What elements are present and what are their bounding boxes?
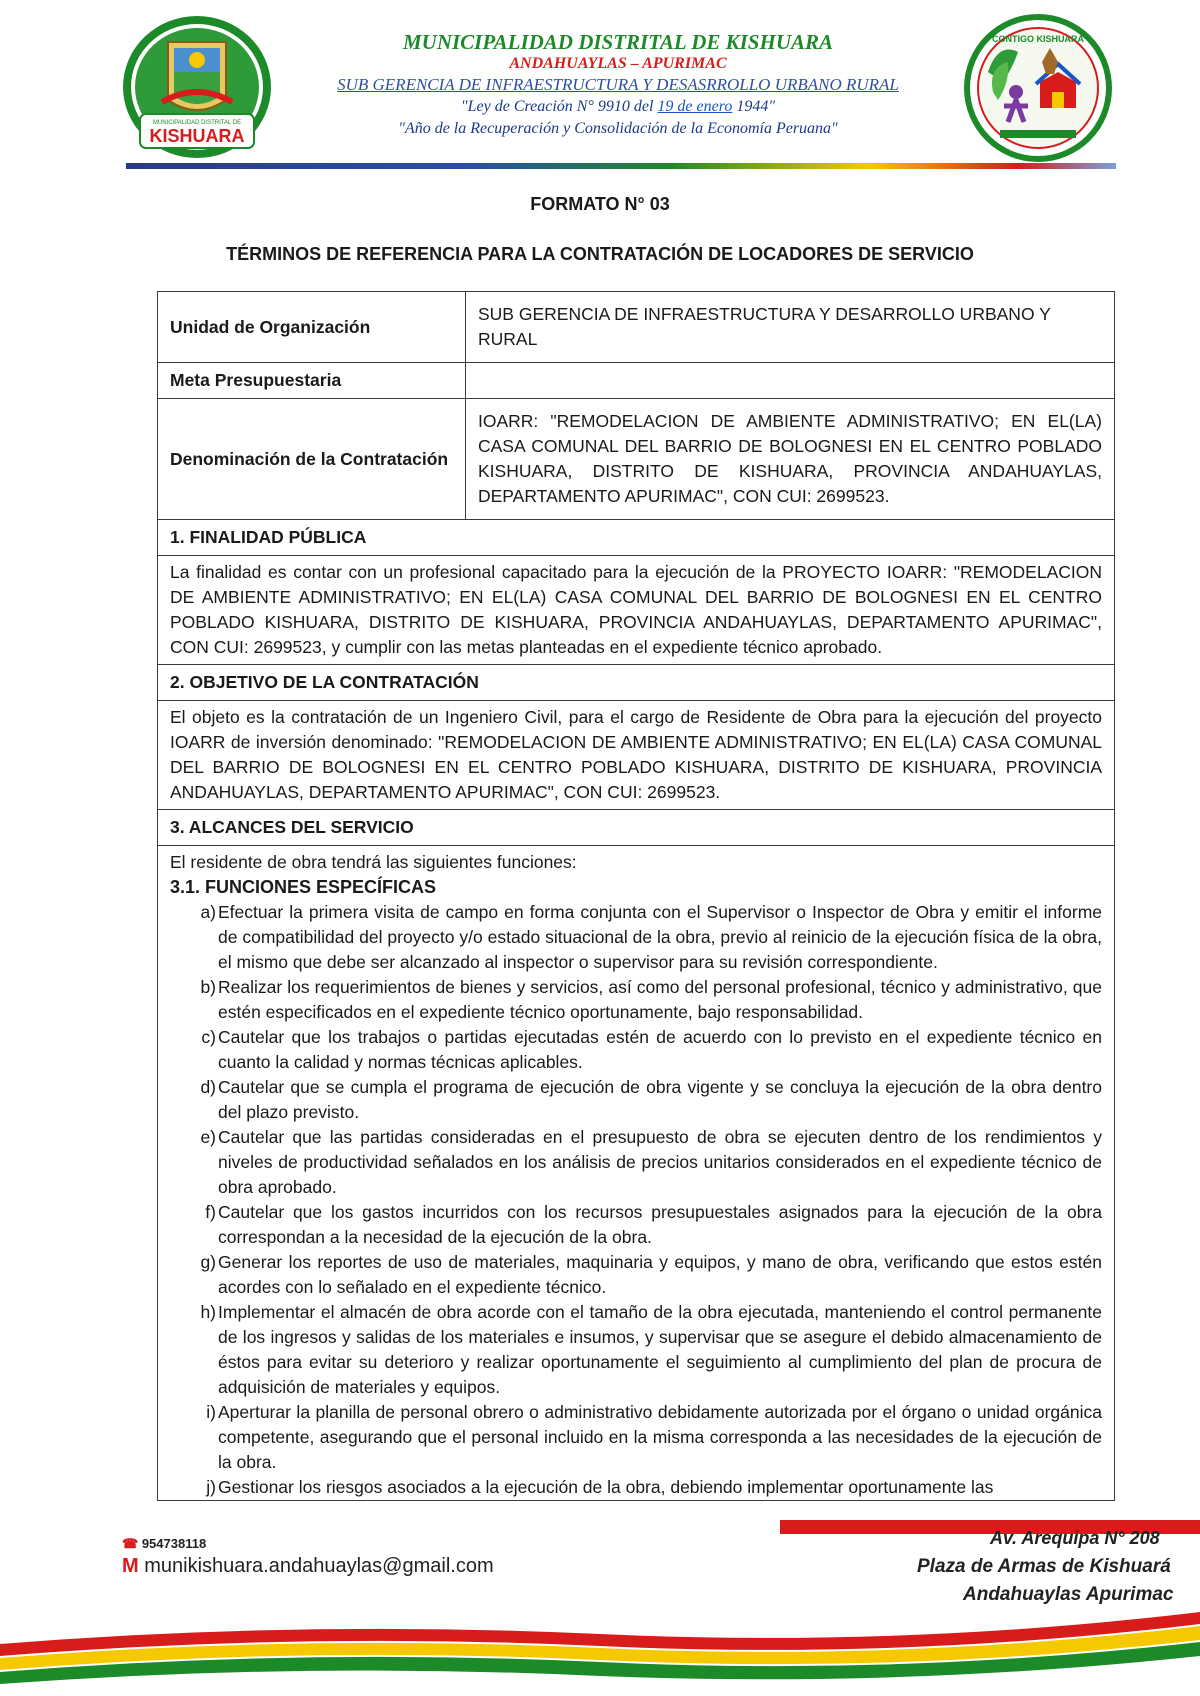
table-row [158, 701, 1115, 810]
function-item-text: Efectuar la primera visita de campo en forma conjunta con el Supervisor o Inspector de Obra y emitir el informe de compatibilidad del proyecto y/o estado situacional de la obra, previo al reinicio de la ejecución física de la obra, el mismo que debe ser alcanzado al inspector o supervisor para su revisión correspondiente. [218, 902, 1102, 972]
unidad-label: Unidad de Organización [158, 292, 466, 363]
section-1-text: La finalidad es contar con un profesional capacitado para la ejecución de la PROYECTO IOARR: "REMODELACION DE AMBIENTE ADMINISTRATIVO; EN EL(LA) CASA COMUNAL DEL BARRIO DE BOLOGNESI EN EL CENTRO POBLADO KISHUARA, DISTRITO DE KISHUARA, PROVINCIA ANDAHUAYLAS, DEPARTAMENTO APURIMAC", CON CUI: 2699523, y cumplir con las metas planteadas en el expediente técnico aprobado. [158, 556, 1115, 665]
function-item-text: Cautelar que los trabajos o partidas ejecutadas estén de acuerdo con lo previsto en el expediente técnico en cuanto la calidad y normas técnicas aplicables. [218, 1027, 1102, 1072]
section-2-title: 2. OBJETIVO DE LA CONTRATACIÓN [158, 665, 1115, 701]
footer-address-street: Av. Arequipa N° 208 [990, 1528, 1160, 1548]
svg-text:MUNICIPALIDAD DISTRITAL DE: MUNICIPALIDAD DISTRITAL DE [152, 120, 242, 126]
table-row [158, 665, 1115, 701]
function-item [200, 975, 1102, 1025]
function-item [200, 1125, 1102, 1200]
function-item [200, 1300, 1102, 1400]
function-item-marker: a) [200, 902, 216, 922]
function-item-text: Aperturar la planilla de personal obrero o administrativo debidamente autorizada por el órgano o unidad orgánica competente, asegurando que el personal incluido en la misma corresponda a las necesidades de la ejecución de la obra. [218, 1402, 1102, 1472]
contigo-kishuara-logo [958, 12, 1118, 164]
function-item-marker: i) [206, 1402, 216, 1422]
function-item [206, 1475, 1102, 1500]
function-item-marker: b) [200, 977, 216, 997]
function-item-text: Generar los reportes de uso de materiales, maquinaria y equipos, y mano de obra, verificando que estos estén acordes con lo señalado en el expediente técnico. [218, 1252, 1102, 1297]
function-item-text: Cautelar que los gastos incurridos con los recursos presupuestales asignados para la ejecución de la obra correspondan a la necesidad de la ejecución de la obra. [218, 1202, 1102, 1247]
table-row [158, 520, 1115, 556]
table-row [158, 556, 1115, 665]
function-item [206, 1400, 1102, 1475]
footer-address-city: Andahuaylas Apurimac [963, 1584, 1174, 1605]
function-item-marker: g) [200, 1252, 216, 1272]
section-3-1-title: 3.1. FUNCIONES ESPECÍFICAS [170, 877, 437, 897]
functions-list [170, 900, 1102, 1500]
terms-of-reference-table [157, 291, 1115, 1501]
function-item-text: Cautelar que se cumpla el programa de ejecución de obra vigente y se concluya la ejecución de la obra dentro del plazo previsto. [218, 1077, 1102, 1122]
table-row [158, 363, 1115, 399]
footer-address-plaza: Plaza de Armas de Kishuará [917, 1556, 1171, 1577]
municipality-crest-logo [118, 12, 276, 162]
function-item-text: Implementar el almacén de obra acorde con el tamaño de la obra ejecutada, manteniendo el control permanente de los ingresos y salidas de los materiales e insumos, y supervisar que se asegure el debido almacenamiento de éstos para evitar su deterioro y realizar oportunamente el seguimiento al cumplimiento del plan de procura de adquisición de materiales y equipos. [218, 1302, 1102, 1397]
svg-text:CONTIGO KISHUARA: CONTIGO KISHUARA [992, 34, 1084, 44]
function-item [201, 1025, 1102, 1075]
function-item-marker: e) [200, 1127, 216, 1147]
table-row [158, 399, 1115, 520]
section-3-body [158, 846, 1115, 1501]
denominacion-label: Denominación de la Contratación [158, 399, 466, 520]
section-1-title: 1. FINALIDAD PÚBLICA [158, 520, 1115, 556]
function-item-text: Cautelar que las partidas consideradas en el presupuesto de obra se ejecuten dentro de los rendimientos y niveles de productividad señalados en los análisis de precios unitarios considerados en el expediente técnico de obra aprobado. [218, 1127, 1102, 1197]
creation-law: "Ley de Creación N° 9910 del 19 de enero 1944" [460, 98, 776, 115]
function-item-text: Realizar los requerimientos de bienes y servicios, así como del personal profesional, técnico y administrativo, que estén especificados en el expediente técnico oportunamente, bajo responsabilidad. [218, 977, 1102, 1022]
institution-location: ANDAHUAYLAS – APURIMAC [509, 55, 727, 72]
format-label: FORMATO N° 03 [530, 194, 670, 214]
header-divider [126, 163, 1116, 169]
function-item [200, 1250, 1102, 1300]
document-title: TÉRMINOS DE REFERENCIA PARA LA CONTRATACIÓN DE LOCADORES DE SERVICIO [226, 244, 974, 264]
year-motto: "Año de la Recuperación y Consolidación de la Economía Peruana" [398, 120, 838, 137]
function-item [205, 1200, 1102, 1250]
phone-icon: ☎ [122, 1536, 139, 1551]
letterhead [280, 30, 956, 140]
table-row [158, 846, 1115, 1501]
mail-icon: M [122, 1555, 139, 1577]
function-item [200, 1075, 1102, 1125]
section-3-intro: El residente de obra tendrá las siguientes funciones: [170, 852, 577, 872]
unidad-value: SUB GERENCIA DE INFRAESTRUCTURA Y DESARROLLO URBANO Y RURAL [466, 292, 1115, 363]
function-item [200, 900, 1102, 975]
section-2-text: El objeto es la contratación de un Ingeniero Civil, para el cargo de Residente de Obra para la ejecución del proyecto IOARR de inversión denominado: "REMODELACION DE AMBIENTE ADMINISTRATIVO; EN EL(LA) CASA COMUNAL DEL BARRIO DE BOLOGNESI EN EL CENTRO POBLADO KISHUARA, DISTRITO DE KISHUARA, PROVINCIA ANDAHUAYLAS, DEPARTAMENTO APURIMAC", CON CUI: 2699523. [158, 701, 1115, 810]
meta-value [466, 363, 1115, 399]
table-row [158, 292, 1115, 363]
table-row [158, 810, 1115, 846]
meta-label: Meta Presupuestaria [158, 363, 466, 399]
denominacion-value: IOARR: "REMODELACION DE AMBIENTE ADMINISTRATIVO; EN EL(LA) CASA COMUNAL DEL BARRIO DE BOLOGNESI EN EL CENTRO POBLADO KISHUARA, DISTRITO DE KISHUARA, PROVINCIA ANDAHUAYLAS, DEPARTAMENTO APURIMAC", CON CUI: 2699523. [466, 399, 1115, 520]
function-item-marker: d) [200, 1077, 216, 1097]
function-item-marker: h) [200, 1302, 216, 1322]
law-date: 19 de enero [657, 98, 733, 115]
footer-email: M munikishuara.andahuaylas@gmail.com [122, 1555, 494, 1577]
footer-phone: ☎ 954738118 [122, 1536, 207, 1551]
function-item-marker: f) [205, 1202, 216, 1222]
section-3-title: 3. ALCANCES DEL SERVICIO [158, 810, 1115, 846]
function-item-marker: j) [206, 1477, 216, 1497]
function-item-marker: c) [201, 1027, 216, 1047]
function-item-text: Gestionar los riesgos asociados a la ejecución de la obra, debiendo implementar oportunamente las [218, 1477, 994, 1497]
institution-name: MUNICIPALIDAD DISTRITAL DE KISHUARA [402, 30, 834, 54]
department-name: SUB GERENCIA DE INFRAESTRUCTURA Y DESASRROLLO URBANO RURAL [337, 75, 899, 94]
svg-text:KISHUARA: KISHUARA [149, 126, 245, 146]
